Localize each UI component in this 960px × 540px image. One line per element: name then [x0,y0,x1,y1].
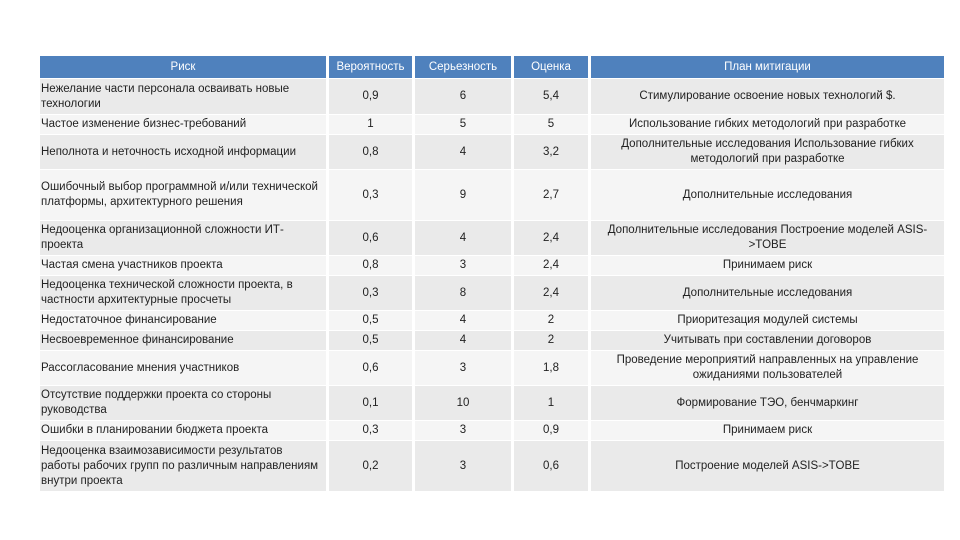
table-row [40,169,944,220]
probability-cell: 0,8 [329,255,415,275]
plan-cell: Дополнительные исследования Построение моделей ASIS->TOBE [591,220,944,255]
severity-cell: 3 [415,350,514,385]
probability-cell: 0,2 [329,440,415,491]
table-row [40,420,944,440]
header-probability: Вероятность [329,56,415,78]
score-cell: 2,4 [514,220,591,255]
severity-cell: 3 [415,440,514,491]
plan-cell: Принимаем риск [591,420,944,440]
risk-cell: Неполнота и неточность исходной информации [40,134,329,169]
severity-cell: 8 [415,275,514,310]
severity-cell: 4 [415,134,514,169]
risk-table [40,56,944,491]
risk-cell: Частая смена участников проекта [40,255,329,275]
table-row [40,275,944,310]
probability-cell: 0,3 [329,420,415,440]
risk-cell: Частое изменение бизнес-требований [40,114,329,134]
severity-cell: 3 [415,420,514,440]
score-cell: 5,4 [514,78,591,114]
plan-cell: Принимаем риск [591,255,944,275]
plan-cell: Проведение мероприятий направленных на управление ожиданиями пользователей [591,350,944,385]
table-row [40,440,944,491]
severity-cell: 10 [415,385,514,420]
score-cell: 5 [514,114,591,134]
table-row [40,385,944,420]
severity-cell: 4 [415,220,514,255]
severity-cell: 5 [415,114,514,134]
risk-cell: Ошибочный выбор программной и/или технической платформы, архитектурного решения [40,169,329,220]
score-cell: 2,4 [514,275,591,310]
risk-cell: Недооценка организационной сложности ИТ-проекта [40,220,329,255]
table-row [40,310,944,330]
probability-cell: 0,1 [329,385,415,420]
score-cell: 1,8 [514,350,591,385]
table-row [40,350,944,385]
probability-cell: 0,6 [329,350,415,385]
plan-cell: Дополнительные исследования [591,169,944,220]
plan-cell: Построение моделей ASIS->TOBE [591,440,944,491]
score-cell: 2 [514,310,591,330]
severity-cell: 6 [415,78,514,114]
risk-cell: Недооценка взаимозависимости результатов работы рабочих групп по различным направлениям внутри проекта [40,440,329,491]
score-cell: 3,2 [514,134,591,169]
table-row [40,255,944,275]
score-cell: 2 [514,330,591,350]
table-row [40,78,944,114]
header-risk: Риск [40,56,329,78]
header-score: Оценка [514,56,591,78]
severity-cell: 4 [415,330,514,350]
probability-cell: 0,9 [329,78,415,114]
score-cell: 2,7 [514,169,591,220]
plan-cell: Стимулирование освоение новых технологий $. [591,78,944,114]
risk-cell: Ошибки в планировании бюджета проекта [40,420,329,440]
plan-cell: Использование гибких методологий при разработке [591,114,944,134]
severity-cell: 3 [415,255,514,275]
severity-cell: 9 [415,169,514,220]
severity-cell: 4 [415,310,514,330]
plan-cell: Дополнительные исследования [591,275,944,310]
risk-cell: Недостаточное финансирование [40,310,329,330]
plan-cell: Приоритезация модулей системы [591,310,944,330]
score-cell: 0,6 [514,440,591,491]
table-row [40,330,944,350]
plan-cell: Дополнительные исследования Использование гибких методологий при разработке [591,134,944,169]
table-row [40,114,944,134]
probability-cell: 0,3 [329,275,415,310]
probability-cell: 0,6 [329,220,415,255]
header-row [40,56,944,78]
table-row [40,134,944,169]
probability-cell: 0,5 [329,330,415,350]
score-cell: 2,4 [514,255,591,275]
plan-cell: Учитывать при составлении договоров [591,330,944,350]
probability-cell: 0,8 [329,134,415,169]
probability-cell: 1 [329,114,415,134]
risk-cell: Рассогласование мнения участников [40,350,329,385]
table-row [40,220,944,255]
score-cell: 1 [514,385,591,420]
plan-cell: Формирование ТЭО, бенчмаркинг [591,385,944,420]
risk-cell: Отсутствие поддержки проекта со стороны руководства [40,385,329,420]
risk-cell: Недооценка технической сложности проекта, в частности архитектурные просчеты [40,275,329,310]
header-plan: План митигации [591,56,944,78]
probability-cell: 0,5 [329,310,415,330]
score-cell: 0,9 [514,420,591,440]
risk-cell: Нежелание части персонала осваивать новые технологии [40,78,329,114]
risk-cell: Несвоевременное финансирование [40,330,329,350]
probability-cell: 0,3 [329,169,415,220]
header-severity: Серьезность [415,56,514,78]
